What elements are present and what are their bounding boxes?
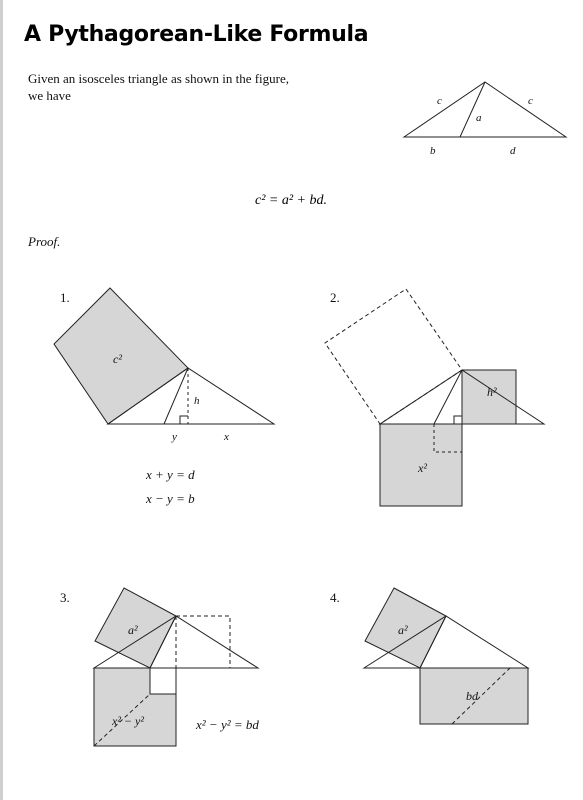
step2-dashed-c-square (325, 289, 462, 424)
step1-right-angle (180, 416, 188, 424)
step2-x-square-label: x² (418, 461, 427, 475)
step-number-3: 3. (60, 590, 70, 605)
step3-equation: x² − y² = bd (196, 717, 259, 732)
label-b: b (430, 145, 436, 157)
proof-label: Proof. (28, 234, 61, 249)
step1-c-square-label: c² (113, 352, 122, 366)
step-number-1: 1. (60, 290, 70, 305)
page-title: A Pythagorean-Like Formula (24, 22, 369, 47)
step3-a-square-label: a² (128, 623, 138, 637)
step4-figure (364, 588, 528, 724)
step3-removed-square (150, 668, 176, 694)
step3-figure (94, 588, 258, 746)
step1-h-label: h (194, 395, 200, 407)
step1-x-label: x (224, 431, 229, 443)
step1-equation-1: x + y = d (146, 467, 195, 482)
intro-line-1: Given an isosceles triangle as shown in the figure, (28, 71, 290, 86)
step4-bd-label: bd (466, 689, 478, 703)
step2-h-square-label: h² (487, 385, 497, 399)
step-number-4: 4. (330, 590, 340, 605)
triangle-outline (404, 82, 566, 137)
step2-right-angle (454, 416, 462, 424)
label-c-left: c (437, 95, 442, 107)
step-number-2: 2. (330, 290, 340, 305)
step3-diff-label: x² − y² (112, 714, 144, 728)
label-d: d (510, 145, 516, 157)
step1-figure (54, 288, 274, 443)
step2-figure (325, 289, 544, 506)
step1-equation-2: x − y = b (146, 491, 195, 506)
header-triangle (404, 82, 566, 157)
step1-y-label: y (172, 431, 177, 443)
label-c-right: c (528, 95, 533, 107)
main-formula: c² = a² + bd. (255, 193, 328, 208)
intro-line-2: we have (28, 88, 71, 103)
step4-a-square-label: a² (398, 623, 408, 637)
step3-dashed-h-square (176, 616, 230, 668)
label-a: a (476, 112, 482, 124)
